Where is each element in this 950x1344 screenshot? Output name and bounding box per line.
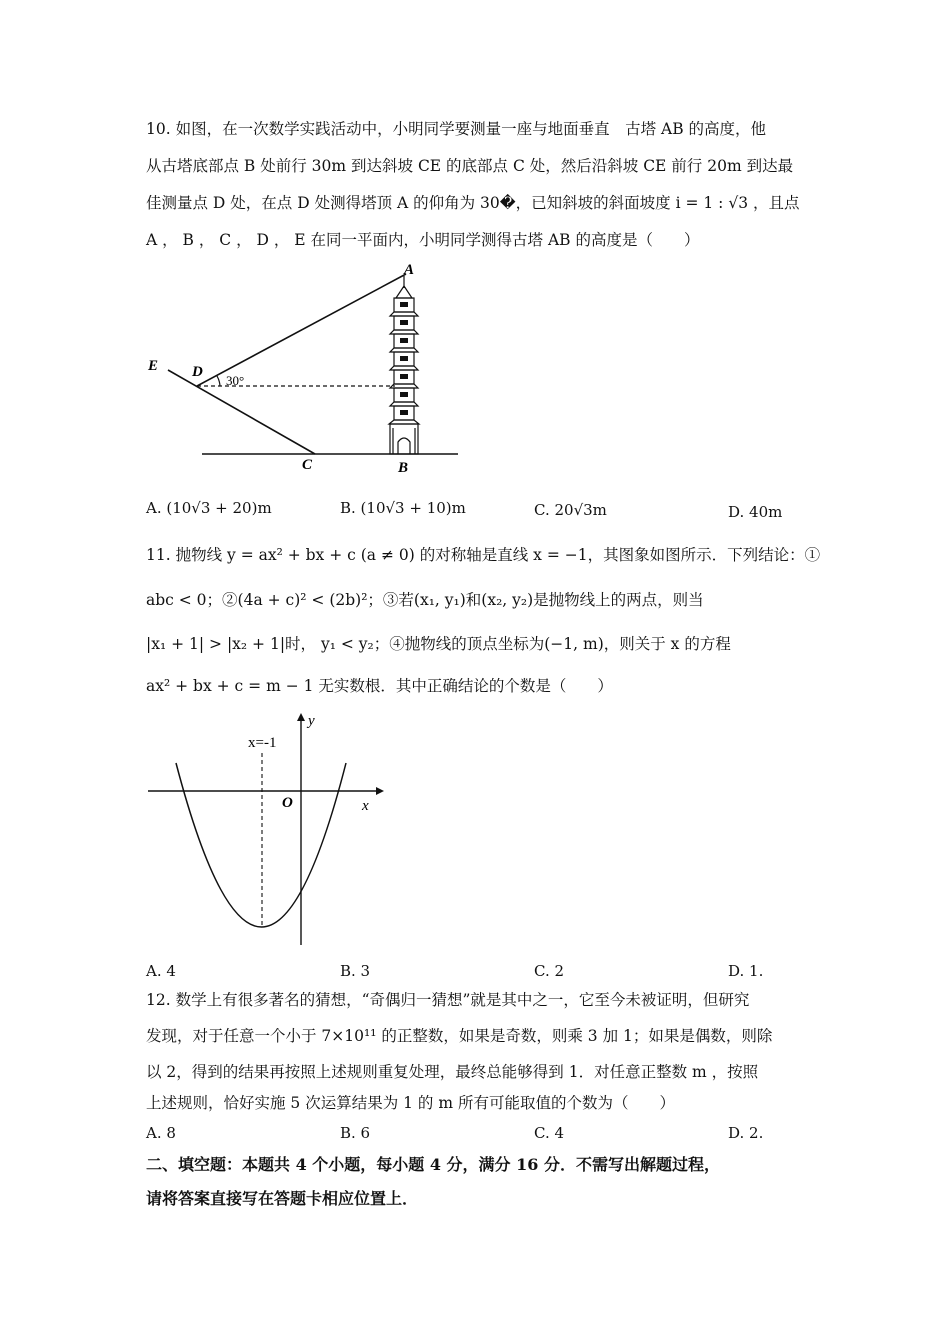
q11-line-4: ax² + bx + c = m − 1 无实数根．其中正确结论的个数是（ ） [146,677,613,695]
label-d: D [192,364,203,380]
y-axis-label: y [308,713,315,729]
q11-line-2: abc < 0；②(4a + c)² < (2b)²；③若(x₁, y₁)和(x₂, y₂)是抛物线上的两点，则当 [146,591,704,609]
parabola-curve [176,763,346,927]
q11-option-b: B. 3 [340,962,371,980]
q12-line-3: 以 2，得到的结果再按照上述规则重复处理，最终总能够得到 1．对任意正整数 m ，按照 [146,1063,759,1081]
q11-option-a: A. 4 [146,962,176,980]
q10-line-1: 10. 如图，在一次数学实践活动中，小明同学要测量一座与地面垂直 古塔 AB 的高度，他 [146,120,767,138]
q12-line-1: 12. 数学上有很多著名的猜想，“奇偶归一猜想”就是其中之一，它至今未被证明，但研究 [146,991,750,1009]
origin-label: O [282,795,293,811]
angle-arc [217,376,220,386]
q11-line-3: |x₁ + 1| > |x₂ + 1|时， y₁ < y₂；④抛物线的顶点坐标为(−1, m)，则关于 x 的方程 [146,635,731,653]
sight-line [197,274,406,386]
q12-line-2: 发现，对于任意一个小于 7×10¹¹ 的正整数，如果是奇数，则乘 3 加 1；如果是偶数，则除 [146,1027,773,1045]
q10-option-d: D. 40m [728,503,783,521]
x-axis-arrow [376,787,384,795]
q12-option-d: D. 2. [728,1124,764,1142]
parabola-figure [140,705,390,955]
q12-option-c: C. 4 [534,1124,565,1142]
q10-line-4: A ， B ， C ， D ， E 在同一平面内，小明同学测得古塔 AB 的高度是（ ） [146,231,700,249]
y-axis-arrow [297,713,305,721]
label-b: B [398,460,409,476]
q10-line-3: 佳测量点 D 处，在点 D 处测得塔顶 A 的仰角为 30�，已知斜坡的斜面坡度 i = 1 : √3 ，且点 [146,194,800,212]
q10-line-2: 从古塔底部点 B 处前行 30m 到达斜坡 CE 的底部点 C 处，然后沿斜坡 CE 前行 20m 到达最 [146,157,794,175]
q10-option-b: B. (10√3 + 10)m [340,499,466,517]
tower-figure [140,258,470,483]
q12-option-a: A. 8 [146,1124,176,1142]
q12-option-b: B. 6 [340,1124,371,1142]
q11-option-d: D. 1. [728,962,764,980]
q10-option-a: A. (10√3 + 20)m [146,499,272,517]
section-2-instruction: 请将答案直接写在答题卡相应位置上． [146,1189,419,1208]
symmetry-label: x=-1 [248,735,277,751]
label-c: C [302,457,313,473]
q12-line-4: 上述规则，恰好实施 5 次运算结果为 1 的 m 所有可能取值的个数为（ ） [146,1094,675,1112]
section-2-heading: 二、填空题：本题共 4 个小题，每小题 4 分，满分 16 分．不需写出解题过程， [146,1155,720,1174]
q11-option-c: C. 2 [534,962,565,980]
label-a: A [404,262,415,278]
x-axis-label: x [362,798,369,814]
angle-label: 30° [226,373,245,388]
label-e: E [148,358,159,374]
q10-option-c: C. 20√3m [534,501,607,519]
q11-line-1: 11. 抛物线 y = ax² + bx + c (a ≠ 0) 的对称轴是直线 x = −1，其图象如图所示．下列结论：① [146,546,821,564]
